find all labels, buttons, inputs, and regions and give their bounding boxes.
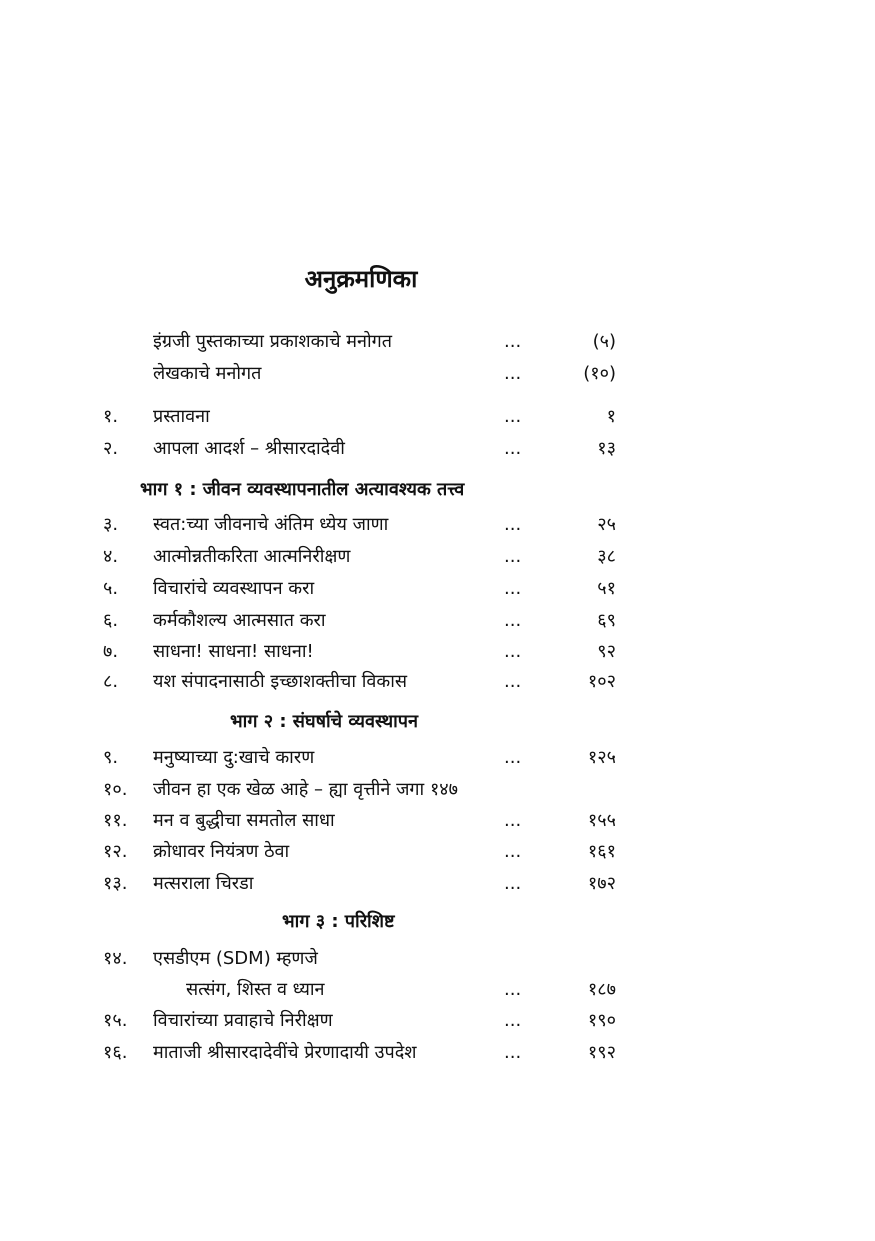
entry-number: १०. [103, 779, 128, 800]
entry-leader: ... [504, 873, 522, 894]
entry-page: २५ [597, 514, 616, 535]
toc-entry[interactable] [0, 433, 875, 465]
toc-entry[interactable] [0, 805, 875, 837]
entry-page: ५१ [597, 578, 616, 599]
entry-title: एसडीएम (SDM) म्हणजे [153, 948, 318, 969]
part-title: भाग २ : संघर्षाचे व्यवस्थापन [230, 711, 418, 732]
entry-title: जीवन हा एक खेळ आहे – ह्या वृत्तीने जगा १४७ [153, 779, 459, 800]
entry-number: १४. [103, 948, 128, 969]
entry-number: ८. [103, 671, 119, 692]
entry-leader: ... [504, 641, 522, 662]
entry-title: विचारांच्या प्रवाहाचे निरीक्षण [153, 1010, 333, 1031]
entry-number: २. [103, 438, 119, 459]
entry-number: १३. [103, 873, 128, 894]
entry-page: १०२ [587, 671, 616, 692]
entry-number: १२. [103, 841, 128, 862]
part-heading [0, 706, 875, 738]
entry-leader: ... [504, 546, 522, 567]
toc-entry[interactable] [0, 605, 875, 637]
toc-entry[interactable] [0, 666, 875, 698]
entry-leader: ... [504, 979, 522, 1000]
entry-page: ६९ [597, 610, 616, 631]
toc-entry[interactable] [0, 943, 875, 975]
entry-page: ९२ [597, 641, 616, 662]
entry-leader: ... [504, 671, 522, 692]
entry-title: लेखकाचे मनोगत [153, 363, 262, 384]
toc-entry[interactable] [0, 742, 875, 774]
entry-page: १ [606, 406, 616, 427]
entry-title: इंग्रजी पुस्तकाच्या प्रकाशकाचे मनोगत [153, 331, 393, 352]
entry-page: १५५ [587, 810, 616, 831]
entry-page: ३८ [597, 546, 616, 567]
entry-title: यश संपादनासाठी इच्छाशक्तीचा विकास [153, 671, 408, 692]
entry-leader: ... [504, 1042, 522, 1063]
entry-number: १५. [103, 1010, 128, 1031]
entry-page: १९० [587, 1010, 616, 1031]
entry-title: आपला आदर्श – श्रीसारदादेवी [153, 438, 345, 459]
entry-leader: ... [504, 841, 522, 862]
entry-title: मन व बुद्धीचा समतोल साधा [153, 810, 335, 831]
entry-leader: ... [504, 363, 522, 384]
toc-entry[interactable] [0, 836, 875, 868]
toc-entry[interactable] [0, 868, 875, 900]
entry-number: १६. [103, 1042, 128, 1063]
part-title: भाग ३ : परिशिष्ट [282, 911, 395, 932]
entry-page: १७२ [587, 873, 616, 894]
entry-number: ४. [103, 546, 119, 567]
toc-entry[interactable] [0, 541, 875, 573]
toc-entry[interactable] [0, 509, 875, 541]
entry-leader: ... [504, 406, 522, 427]
entry-leader: ... [504, 610, 522, 631]
entry-leader: ... [504, 438, 522, 459]
entry-number: ५. [103, 578, 119, 599]
toc-entry[interactable] [0, 636, 875, 668]
entry-title: माताजी श्रीसारदादेवींचे प्रेरणादायी उपदेश [153, 1042, 417, 1063]
entry-number: ६. [103, 610, 119, 631]
toc-entry[interactable] [0, 1005, 875, 1037]
entry-title: मनुष्याच्या दु:खाचे कारण [153, 747, 315, 768]
entry-title: कर्मकौशल्य आत्मसात करा [153, 610, 326, 631]
part-heading [0, 906, 875, 938]
toc-entry-continuation[interactable] [0, 974, 875, 1006]
entry-leader: ... [504, 810, 522, 831]
entry-title: स्वत:च्या जीवनाचे अंतिम ध्येय जाणा [153, 514, 389, 535]
toc-entry[interactable] [0, 326, 875, 358]
part-title: भाग १ : जीवन व्यवस्थापनातील अत्यावश्यक तत्त्व [140, 479, 465, 500]
entry-leader: ... [504, 514, 522, 535]
toc-entry[interactable] [0, 358, 875, 390]
entry-leader: ... [504, 578, 522, 599]
entry-leader: ... [504, 747, 522, 768]
entry-title: विचारांचे व्यवस्थापन करा [153, 578, 315, 599]
toc-entry[interactable] [0, 1037, 875, 1069]
entry-page: (५) [592, 331, 616, 352]
entry-page: १९२ [587, 1042, 616, 1063]
entry-title: सत्संग, शिस्त व ध्यान [186, 979, 325, 1000]
part-heading [0, 474, 875, 506]
entry-number: ११. [103, 810, 128, 831]
toc-entry[interactable] [0, 573, 875, 605]
entry-title: आत्मोन्नतीकरिता आत्मनिरीक्षण [153, 546, 351, 567]
entry-page: १३ [597, 438, 616, 459]
entry-title: मत्सराला चिरडा [153, 873, 254, 894]
entry-leader: ... [504, 331, 522, 352]
page-title: अनुक्रमणिका [304, 265, 418, 293]
entry-title: प्रस्तावना [153, 406, 210, 427]
entry-number: १. [103, 406, 119, 427]
entry-number: ३. [103, 514, 119, 535]
entry-page: (१०) [583, 363, 616, 384]
entry-leader: ... [504, 1010, 522, 1031]
entry-page: १२५ [587, 747, 616, 768]
toc-entry[interactable] [0, 774, 875, 806]
entry-title: साधना! साधना! साधना! [153, 641, 314, 662]
entry-title: क्रोधावर नियंत्रण ठेवा [153, 841, 290, 862]
entry-page: १६१ [587, 841, 616, 862]
entry-page: १८७ [587, 979, 616, 1000]
toc-entry[interactable] [0, 401, 875, 433]
entry-number: ७. [103, 641, 119, 662]
entry-number: ९. [103, 747, 119, 768]
